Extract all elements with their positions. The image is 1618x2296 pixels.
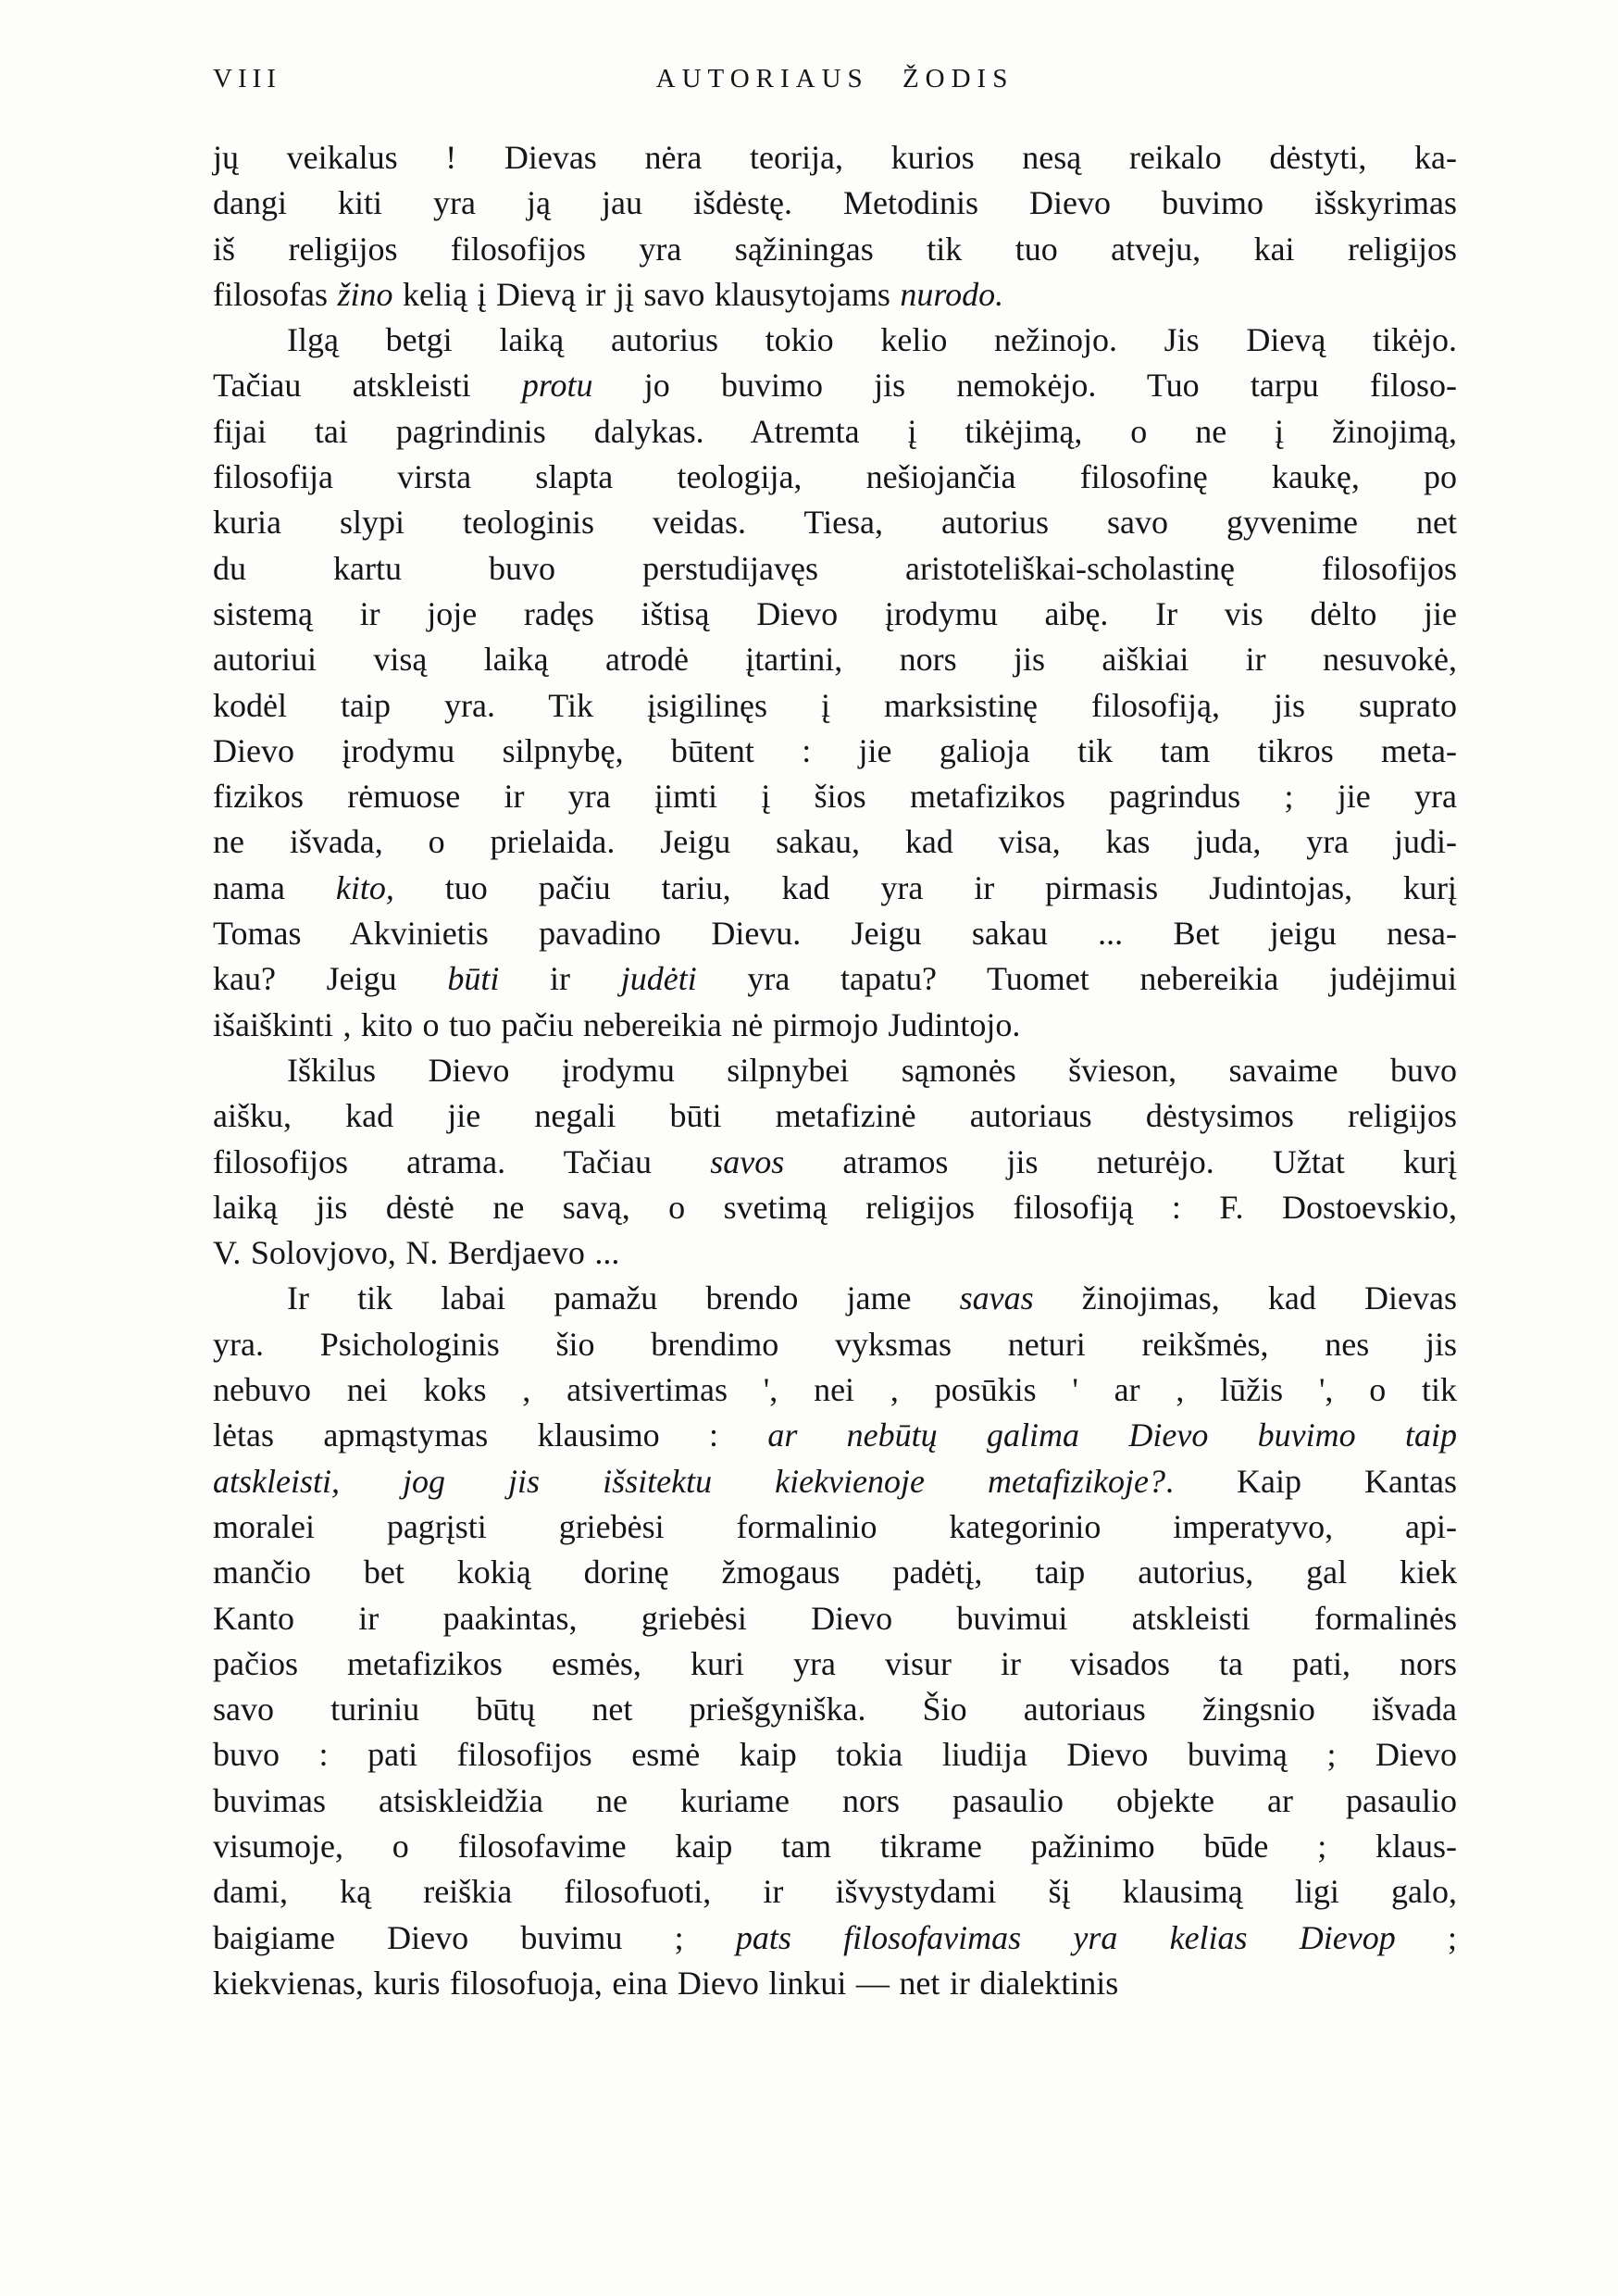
text-line: nebuvo nei koks , atsivertimas ', nei , posūkis ' ar , lūžis ', o tik — [213, 1371, 1457, 1409]
text-line: fijai tai pagrindinis dalykas. Atremta į tikėjimą, o ne į žinojimą, — [213, 412, 1457, 450]
text-line: filosofija virsta slapta teologija, nešiojančia filosofinę kaukę, po — [213, 458, 1457, 496]
text-line: dangi kiti yra ją jau išdėstę. Metodinis Dievo buvimo išskyrimas — [213, 184, 1457, 222]
text-line: lėtas apmąstymas klausimo : ar nebūtų galima Dievo buvimo taip — [213, 1416, 1457, 1454]
text-line: buvo : pati filosofijos esmė kaip tokia liudija Dievo buvimą ; Dievo — [213, 1736, 1457, 1774]
text-line: autoriui visą laiką atrodė įtartini, nors jis aiškiai ir nesuvokė, — [213, 641, 1457, 679]
text-line: Ilgą betgi laiką autorius tokio kelio nežinojo. Jis Dievą tikėjo. — [287, 321, 1457, 359]
text-line: Dievo įrodymu silpnybę, būtent : jie galioja tik tam tikros meta- — [213, 731, 1457, 769]
text-line: Iškilus Dievo įrodymu silpnybei sąmonės švieson, savaime buvo — [287, 1051, 1457, 1089]
text-line: du kartu buvo perstudijavęs aristoteliškai-scholastinę filosofijos — [213, 549, 1457, 587]
text-line: savo turiniu būtų net priešgyniška. Šio autoriaus žingsnio išvada — [213, 1691, 1457, 1728]
text-line: buvimas atsiskleidžia ne kuriame nors pasaulio objekte ar pasaulio — [213, 1781, 1457, 1819]
text-line: aišku, kad jie negali būti metafizinė autoriaus dėstysimos religijos — [213, 1097, 1457, 1135]
text-line: filosofas žino kelią į Dievą ir jį savo klausytojams nurodo. — [213, 275, 1004, 313]
text-line: kiekvienas, kuris filosofuoja, eina Dievo linkui — net ir dialektinis — [213, 1964, 1119, 2002]
text-line: atskleisti, jog jis išsitektu kiekvienoje metafizikoje?. Kaip Kantas — [213, 1462, 1457, 1500]
text-line: dami, ką reiškia filosofuoti, ir išvystydami šį klausimą ligi galo, — [213, 1873, 1457, 1911]
body-text — [213, 135, 1457, 2006]
page-number: VIII — [213, 64, 281, 94]
page-title: AUTORIAUS ŽODIS — [655, 64, 1014, 94]
text-line: Kanto ir paakintas, griebėsi Dievo buvimui atskleisti formalinės — [213, 1599, 1457, 1637]
text-line: kau? Jeigu būti ir judėti yra tapatu? Tuomet nebereikia judėjimui — [213, 960, 1457, 998]
text-line: Tačiau atskleisti protu jo buvimo jis nemokėjo. Tuo tarpu filoso- — [213, 367, 1457, 405]
text-line: filosofijos atrama. Tačiau savos atramos jis neturėjo. Užtat kurį — [213, 1142, 1457, 1180]
text-line: visumoje, o filosofavime kaip tam tikrame pažinimo būde ; klaus- — [213, 1827, 1457, 1865]
text-line: nama kito, tuo pačiu tariu, kad yra ir pirmasis Judintojas, kurį — [213, 868, 1457, 906]
text-line: Ir tik labai pamažu brendo jame savas žinojimas, kad Dievas — [287, 1279, 1457, 1317]
text-line: pačios metafizikos esmės, kuri yra visur ir visados ta pati, nors — [213, 1644, 1457, 1682]
text-line: moralei pagrįsti griebėsi formalinio kategorinio imperatyvo, api- — [213, 1507, 1457, 1545]
text-line: yra. Psichologinis šio brendimo vyksmas neturi reikšmės, nes jis — [213, 1325, 1457, 1363]
text-line: laiką jis dėstė ne savą, o svetimą religijos filosofiją : F. Dostoevskio, — [213, 1188, 1457, 1226]
text-line: fizikos rėmuose ir yra įimti į šios metafizikos pagrindus ; jie yra — [213, 778, 1457, 816]
text-line: kuria slypi teologinis veidas. Tiesa, autorius savo gyvenime net — [213, 504, 1457, 542]
text-line: mančio bet kokią dorinę žmogaus padėtį, taip autorius, gal kiek — [213, 1554, 1457, 1591]
text-line: išaiškinti , kito o tuo pačiu nebereikia nė pirmojo Judintojo. — [213, 1005, 1021, 1043]
text-line: iš religijos filosofijos yra sąžiningas tik tuo atveju, kai religijos — [213, 230, 1457, 268]
text-line: baigiame Dievo buvimu ; pats filosofavimas yra kelias Dievop ; — [213, 1918, 1457, 1956]
text-line: sistemą ir joje radęs ištisą Dievo įrodymu aibę. Ir vis dėlto jie — [213, 594, 1457, 632]
page-header — [213, 59, 1457, 98]
text-line: Tomas Akvinietis pavadino Dievu. Jeigu sakau ... Bet jeigu nesa- — [213, 915, 1457, 953]
text-line: jų veikalus ! Dievas nėra teorija, kurios nesą reikalo dėstyti, ka- — [213, 139, 1457, 176]
text-line: ne išvada, o prielaida. Jeigu sakau, kad visa, kas juda, yra judi- — [213, 823, 1457, 861]
text-line: V. Solovjovo, N. Berdjaevo ... — [213, 1234, 620, 1272]
text-line: kodėl taip yra. Tik įsigilinęs į marksistinę filosofiją, jis suprato — [213, 686, 1457, 724]
